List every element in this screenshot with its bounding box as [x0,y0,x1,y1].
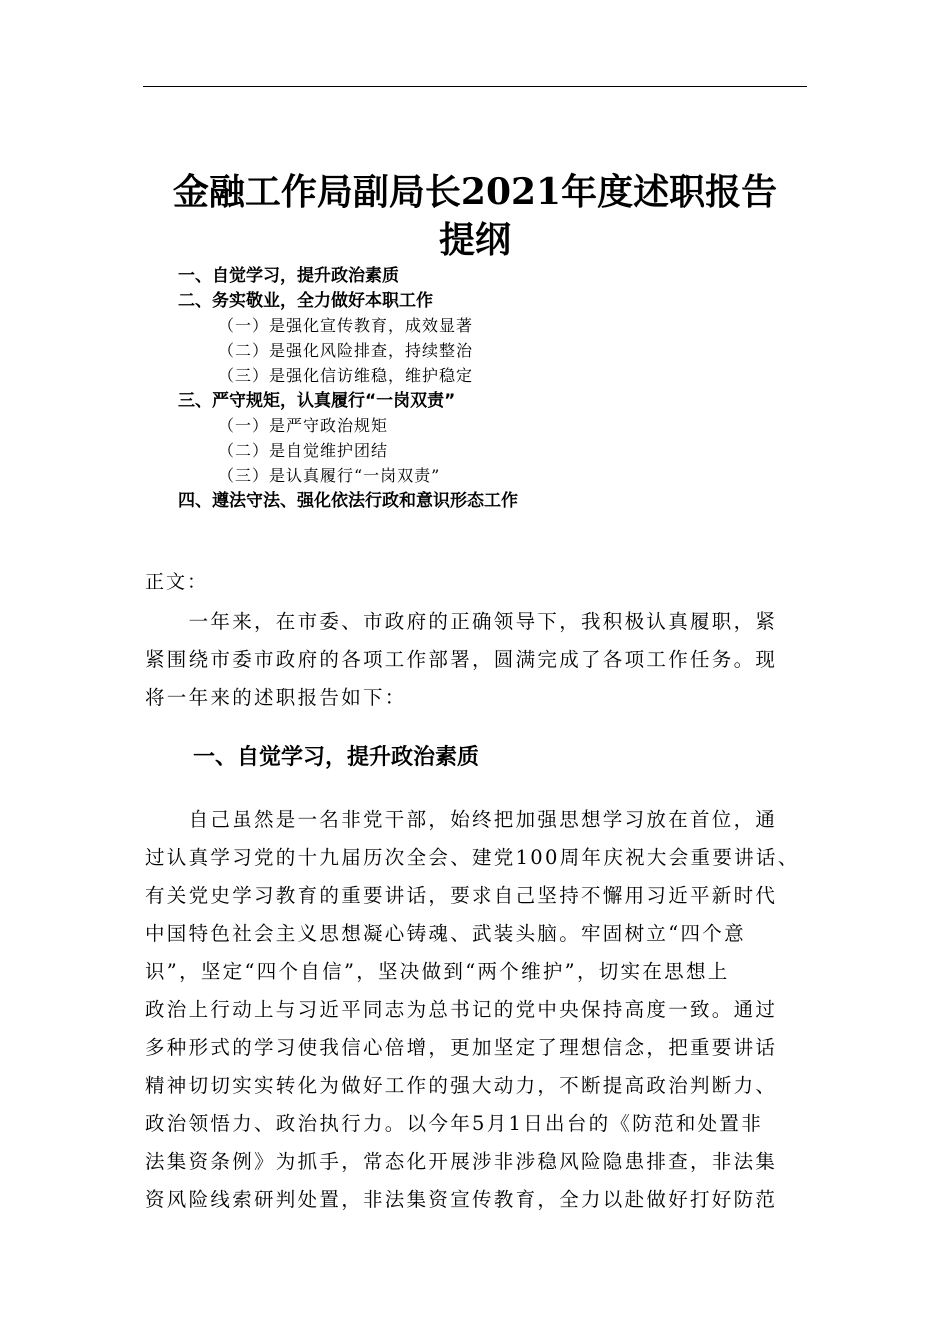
header-rule [143,86,807,87]
text-line: 资风险线索研判处置，非法集资宣传教育，全力以赴做好打好防范 [145,1188,778,1211]
text-line: 将一年来的述职报告如下： [145,686,407,709]
text-line: 一年来，在市委、市政府的正确领导下，我积极认真履职，紧 [145,610,778,633]
text-line: 识”，坚定“四个自信”，坚决做到“两个维护”，切实在思想上 [145,960,730,983]
outline-subitem: （一）是严守政治规矩 [218,416,389,435]
section1-paragraph [145,801,805,1219]
text-line: 中国特色社会主义思想凝心铸魂、武装头脑。牢固树立“四个意 [145,922,746,945]
intro-paragraph [145,603,805,717]
text-line: 政治上行动上与习近平同志为总书记的党中央保持高度一致。通过 [145,998,778,1021]
outline-item: 四、遵法守法、强化依法行政和意识形态工作 [178,491,518,511]
outline-item: 三、严守规矩，认真履行“一岗双责” [178,391,456,411]
outline-item: 二、务实敬业，全力做好本职工作 [178,291,433,311]
section-heading: 一、自觉学习，提升政治素质 [193,745,480,770]
text-line: 精神切切实实转化为做好工作的强大动力，不断提高政治判断力、 [145,1074,778,1097]
text-line: 政治领悟力、政治执行力。以今年5月1日出台的《防范和处置非 [145,1112,764,1135]
text-line: 过认真学习党的十九届历次全会、建党100周年庆祝大会重要讲话、 [145,846,800,869]
document-title: 金融工作局副局长2021年度述职报告 [172,171,778,213]
outline-subitem: （一）是强化宣传教育，成效显著 [218,316,474,335]
text-line: 法集资条例》为抓手，常态化开展涉非涉稳风险隐患排查，非法集 [145,1150,778,1173]
text-line: 有关党史学习教育的重要讲话，要求自己坚持不懈用习近平新时代 [145,884,778,907]
outline-subitem: （三）是认真履行“一岗双责” [218,466,441,485]
body-label: 正文： [145,571,209,593]
outline-item: 一、自觉学习，提升政治素质 [178,266,399,286]
outline-subitem: （二）是强化风险排查，持续整治 [218,341,474,360]
text-line: 多种形式的学习使我信心倍增，更加坚定了理想信念，把重要讲话 [145,1036,778,1059]
outline-subitem: （三）是强化信访维稳，维护稳定 [218,366,474,385]
document-title-line2: 提纲 [438,219,511,261]
outline-subitem: （二）是自觉维护团结 [218,441,389,460]
text-line: 自己虽然是一名非党干部，始终把加强思想学习放在首位，通 [145,808,778,831]
text-line: 紧围绕市委市政府的各项工作部署，圆满完成了各项工作任务。现 [145,648,778,671]
